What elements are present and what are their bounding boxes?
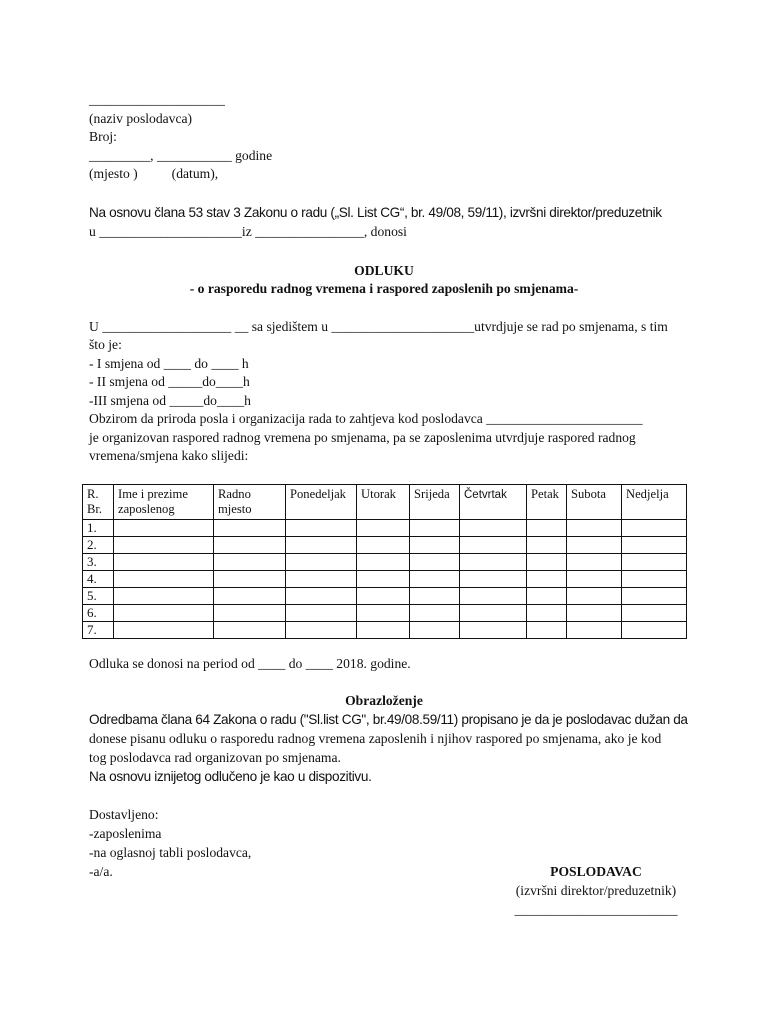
table-cell[interactable] [286,605,357,622]
table-cell[interactable] [567,554,622,571]
table-cell[interactable] [567,571,622,588]
col-saturday [567,485,622,520]
body-line-1: U ___________________ __ sa sjedištem u _____________________utvrdjuje se rad po smjenama, s tim [89,319,668,334]
table-cell[interactable] [622,554,687,571]
place-date-line: _________, ___________ godine [89,148,273,163]
employer-label: (naziv poslodavca) [89,111,193,126]
table-cell[interactable] [214,571,286,588]
col-saturday-label: Subota [571,487,606,501]
table-cell[interactable] [286,622,357,639]
place-date-label: (mjesto ) (datum), [89,166,219,181]
table-cell[interactable] [114,537,214,554]
table-cell[interactable] [410,537,460,554]
delivery-item-3: -a/a. [89,864,113,879]
document-title: ODLUKU [354,263,414,278]
table-row [83,520,687,537]
shift-1: - I smjena od ____ do ____ h [89,356,249,371]
signature-title: POSLODAVAC [550,864,642,879]
row-number: 4. [83,571,114,588]
table-cell[interactable] [214,554,286,571]
table-row [83,605,687,622]
table-row [83,537,687,554]
number-label: Broj: [89,129,117,144]
col-monday-label: Ponedeljak [290,487,346,501]
table-cell[interactable] [567,588,622,605]
table-cell[interactable] [527,605,567,622]
table-cell[interactable] [622,605,687,622]
col-tuesday-label: Utorak [361,487,396,501]
table-cell[interactable] [286,588,357,605]
col-friday-label: Petak [531,487,559,501]
table-cell[interactable] [114,571,214,588]
table-cell[interactable] [527,554,567,571]
table-cell[interactable] [286,554,357,571]
row-number: 5. [83,588,114,605]
table-cell[interactable] [460,588,527,605]
delivery-title: Dostavljeno: [89,807,159,822]
table-cell[interactable] [410,605,460,622]
col-sunday [622,485,687,520]
table-cell[interactable] [114,554,214,571]
col-number-label: R. Br. [87,487,103,516]
col-thursday [460,485,527,520]
table-row [83,588,687,605]
col-name [114,485,214,520]
table-cell[interactable] [357,588,410,605]
table-cell[interactable] [410,520,460,537]
table-cell[interactable] [567,622,622,639]
table-row [83,622,687,639]
table-cell[interactable] [214,537,286,554]
shift-3: -III smjena od _____do____h [89,393,251,408]
table-cell[interactable] [114,622,214,639]
row-number: 3. [83,554,114,571]
table-cell[interactable] [567,605,622,622]
table-cell[interactable] [410,622,460,639]
table-cell[interactable] [527,520,567,537]
intro-line-1: Na osnovu člana 53 stav 3 Zakonu o radu („Sl. List CG“, br. 49/08, 59/11), izvršni direktor/preduzetnik [89,205,662,220]
table-cell[interactable] [357,520,410,537]
table-cell[interactable] [410,554,460,571]
table-cell[interactable] [286,571,357,588]
table-cell[interactable] [460,554,527,571]
body-line-5: vremena/smjena kako slijedi: [89,448,249,463]
table-cell[interactable] [357,571,410,588]
row-number: 1. [83,520,114,537]
col-monday [286,485,357,520]
table-cell[interactable] [286,537,357,554]
table-cell[interactable] [567,520,622,537]
intro-line-2: u _____________________iz ________________, donosi [89,224,407,239]
col-wednesday [410,485,460,520]
table-cell[interactable] [622,537,687,554]
signature-line: ________________________ [514,902,678,917]
table-cell[interactable] [410,588,460,605]
table-cell[interactable] [527,571,567,588]
explanation-line-4: Na osnovu iznijetog odlučeno je kao u dispozitivu. [89,769,372,784]
explanation-line-2: donese pisanu odluku o rasporedu radnog vremena zaposlenih i njihov raspored po smjenama, ako je kod [89,731,662,746]
shift-2: - II smjena od _____do____h [89,374,250,389]
col-position-label: Radno mjesto [218,487,252,516]
col-number [83,485,114,520]
table-cell[interactable] [214,622,286,639]
col-wednesday-label: Srijeda [414,487,450,501]
table-row [83,571,687,588]
period-line: Odluka se donosi na period od ____ do ____ 2018. godine. [89,656,411,671]
explanation-line-1: Odredbama člana 64 Zakona o radu ("Sl.list CG", br.49/08.59/11) propisano je da je poslodavac dužan da [89,712,688,727]
table-cell[interactable] [567,537,622,554]
table-header-row [83,485,687,520]
body-line-2: što je: [89,337,122,352]
table-cell[interactable] [460,571,527,588]
table-cell[interactable] [357,554,410,571]
table-cell[interactable] [114,588,214,605]
body-line-4: je organizovan raspored radnog vremena po smjenama, pa se zaposlenima utvrdjuje raspored radnog [89,430,636,445]
table-cell[interactable] [527,622,567,639]
table-cell[interactable] [214,520,286,537]
table-cell[interactable] [114,605,214,622]
col-sunday-label: Nedjelja [626,487,669,501]
explanation-line-3: tog poslodavca rad organizovan po smjenama. [89,750,341,765]
signature-role: (izvršni direktor/preduzetnik) [515,883,677,898]
table-cell[interactable] [286,520,357,537]
row-number: 2. [83,537,114,554]
col-position [214,485,286,520]
delivery-item-1: -zaposlenima [89,826,162,841]
table-cell[interactable] [460,520,527,537]
explanation-title: Obrazloženje [345,693,423,708]
table-cell[interactable] [460,622,527,639]
row-number: 6. [83,605,114,622]
col-thursday-label: Četvrtak [464,489,507,501]
col-name-label: Ime i prezime zaposlenog [118,487,188,516]
document-subtitle: - o rasporedu radnog vremena i raspored zaposlenih po smjenama- [189,281,579,296]
table-cell[interactable] [527,537,567,554]
table-cell[interactable] [622,622,687,639]
table-cell[interactable] [622,571,687,588]
table-cell[interactable] [622,588,687,605]
delivery-item-2: -na oglasnoj tabli poslodavca, [89,845,252,860]
table-cell[interactable] [622,520,687,537]
row-number: 7. [83,622,114,639]
table-cell[interactable] [357,537,410,554]
table-cell[interactable] [114,520,214,537]
col-tuesday [357,485,410,520]
table-cell[interactable] [214,605,286,622]
table-cell[interactable] [410,571,460,588]
schedule-table [82,484,687,639]
body-line-3: Obzirom da priroda posla i organizacija rada to zahtjeva kod poslodavca _______________________ [89,411,643,426]
table-cell[interactable] [214,588,286,605]
col-friday [527,485,567,520]
table-cell[interactable] [460,537,527,554]
employer-name-line: ____________________ [89,92,225,107]
table-cell[interactable] [357,622,410,639]
table-cell[interactable] [357,605,410,622]
table-cell[interactable] [527,588,567,605]
table-row [83,554,687,571]
table-cell[interactable] [460,605,527,622]
